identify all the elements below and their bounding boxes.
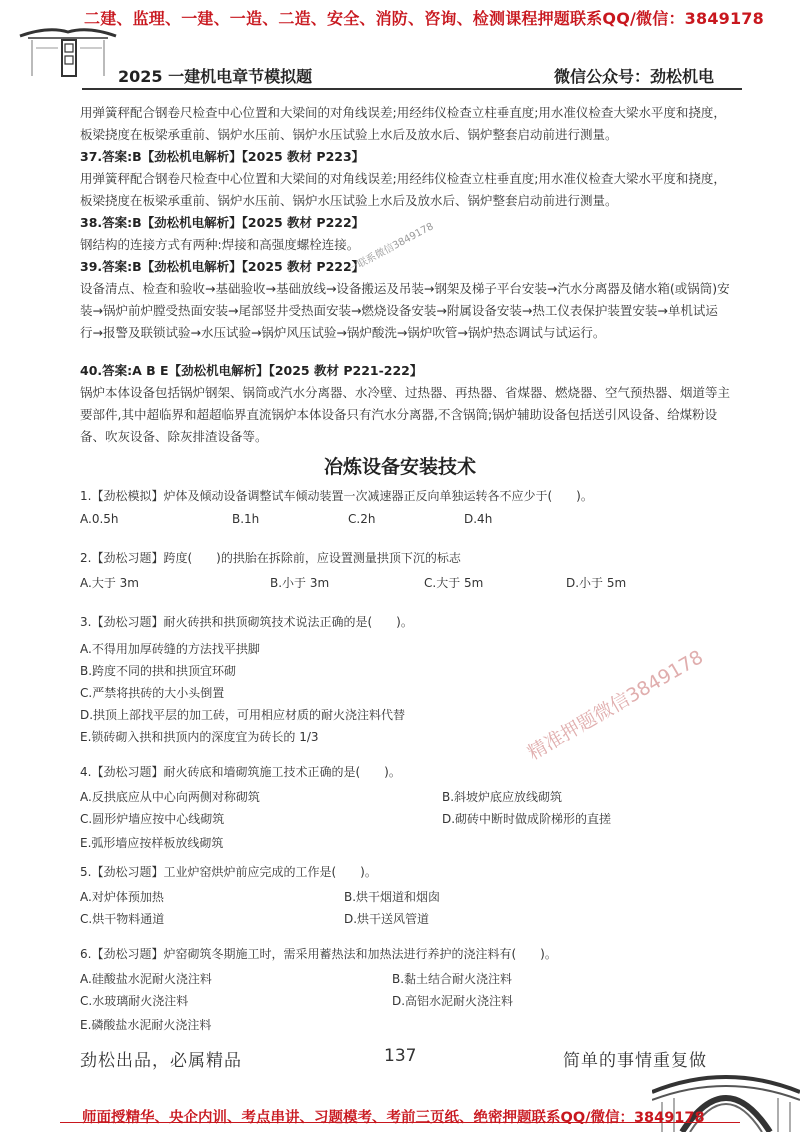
question-stem: 2.【劲松习题】跨度( )的拱胎在拆除前，应设置测量拱顶下沉的标志 [80,551,461,565]
option-d: D.小于 5m [566,576,627,590]
answer-text: 锅炉本体设备包括锅炉钢架、锅筒或汽水分离器、水冷壁、过热器、再热器、省煤器、燃烧器、空气预热器、烟道等主要部件,其中超临界和超超临界直流锅炉本体设备只有汽水分离器,不含锅筒;锅炉辅助设备包括送引风设备、给煤粉设备、吹灰设备、除灰排渣设备等。 [80,385,731,444]
page-number: 137 [384,1046,417,1066]
document-title: 2025 一建机电章节模拟题 [118,67,313,86]
answer-heading: 39.答案:B【劲松机电解析】【2025 教材 P222】 [80,259,365,274]
answer-37 [80,146,730,212]
answer-text: 用弹簧秤配合钢卷尺检查中心位置和大梁间的对角线误差;用经纬仪检查立柱垂直度;用水准仪检查大梁水平度和挠度，板梁挠度在板梁承重前、锅炉水压前、锅炉水压试验上水后及放水后、锅炉整套启动前进行测量。 [80,105,726,142]
promo-banner-bottom: 师面授精华、央企内训、考点串讲、习题模考、考前三页纸、绝密押题联系QQ/微信：3849178 [82,1110,705,1126]
option-b: B.烘干烟道和烟囱 [344,890,441,904]
promo-strike-line [60,1122,740,1123]
wechat-account: 微信公众号：劲松机电 [553,67,714,86]
chinese-pavilion-logo-icon [18,18,118,80]
answer-text: 钢结构的连接方式有两种:焊接和高强度螺栓连接。 [80,237,360,252]
section-title: 冶炼设备安装技术 [323,456,476,478]
question-stem: 4.【劲松习题】耐火砖底和墙砌筑施工技术正确的是( )。 [80,765,401,779]
option-a: A.对炉体预加热 [80,890,164,904]
answer-heading: 38.答案:B【劲松机电解析】【2025 教材 P222】 [80,215,365,230]
option-d: D.高铝水泥耐火浇注料 [392,994,514,1008]
answer-heading: 40.答案:A B E【劲松机电解析】【2025 教材 P221-222】 [80,363,423,378]
option-b: B.斜坡炉底应放线砌筑 [442,790,563,804]
option-a: A.0.5h [80,512,119,526]
option-a: A.大于 3m [80,576,139,590]
option-a: A.反拱底应从中心向两侧对称砌筑 [80,790,260,804]
question-4 [80,762,730,854]
option-c: C.严禁将拱砖的大小头倒置 [80,686,225,700]
question-1 [80,486,730,534]
option-b: B.1h [232,512,260,526]
question-stem: 5.【劲松习题】工业炉窑烘炉前应完成的工作是( )。 [80,865,377,879]
option-e: E.弧形墙应按样板放线砌筑 [80,836,224,850]
option-d: D.烘干送风管道 [344,912,430,926]
option-c: C.烘干物料通道 [80,912,165,926]
option-c: C.水玻璃耐火浇注料 [80,994,189,1008]
option-b: B.黏土结合耐火浇注料 [392,972,513,986]
answer-heading: 37.答案:B【劲松机电解析】【2025 教材 P223】 [80,149,365,164]
option-d: D.4h [464,512,493,526]
option-e: E.磷酸盐水泥耐火浇注料 [80,1018,212,1032]
option-c: C.2h [348,512,376,526]
question-stem: 3.【劲松习题】耐火砖拱和拱顶砌筑技术说法正确的是( )。 [80,615,413,629]
option-d: D.拱顶上部找平层的加工砖，可用相应材质的耐火浇注料代替 [80,708,406,722]
option-b: B.跨度不同的拱和拱顶宜环砌 [80,664,237,678]
question-stem: 6.【劲松习题】炉窑砌筑冬期施工时，需采用蓄热法和加热法进行养护的浇注料有( )。 [80,947,557,961]
option-a: A.不得用加厚砖缝的方法找平拱脚 [80,642,260,656]
question-2 [80,548,730,596]
question-6 [80,944,730,1036]
option-e: E.锁砖砌入拱和拱顶内的深度宜为砖长的 1/3 [80,730,319,744]
option-d: D.砌砖中断时做成阶梯形的直搓 [442,812,612,826]
header-divider [82,88,742,90]
footer-slogan-left: 劲松出品，必属精品 [80,1051,242,1071]
footer-slogan-right: 简单的事情重复做 [563,1051,707,1071]
option-b: B.小于 3m [270,576,330,590]
option-a: A.硅酸盐水泥耐火浇注料 [80,972,212,986]
question-stem: 1.【劲松模拟】炉体及倾动设备调整试车倾动装置一次减速器正反向单独运转各不应少于( )。 [80,489,593,503]
answer-40 [80,360,730,448]
question-5 [80,862,730,932]
promo-banner-top: 二建、监理、一建、一造、二造、安全、消防、咨询、检测课程押题联系QQ/微信：3849178 [84,9,764,28]
watermark-small: 一联系微信3849178 [346,221,436,276]
answer-39 [80,256,730,344]
option-c: C.圆形炉墙应按中心线砌筑 [80,812,225,826]
option-c: C.大于 5m [424,576,484,590]
answer-text: 用弹簧秤配合钢卷尺检查中心位置和大梁间的对角线误差;用经纬仪检查立柱垂直度;用水准仪检查大梁水平度和挠度，板梁挠度在板梁承重前、锅炉水压前、锅炉水压试验上水后及放水后、锅炉整套启动前进行测量。 [80,171,726,208]
watermark-diagonal: 精准押题微信3849178 [524,646,708,765]
answer-text: 设备清点、检查和验收→基础验收→基础放线→设备搬运及吊装→钢架及梯子平台安装→汽水分离器及储水箱(或锅筒)安装→锅炉前炉膛受热面安装→尾部竖井受热面安装→燃烧设备安装→附属设备安装→热工仪表保护装置安装→单机试运行→报警及联锁试验→水压试验→锅炉风压试验→锅炉酸洗→锅炉吹管→锅炉热态调试与试运行。 [80,281,730,340]
answer-36-continued [80,102,730,146]
